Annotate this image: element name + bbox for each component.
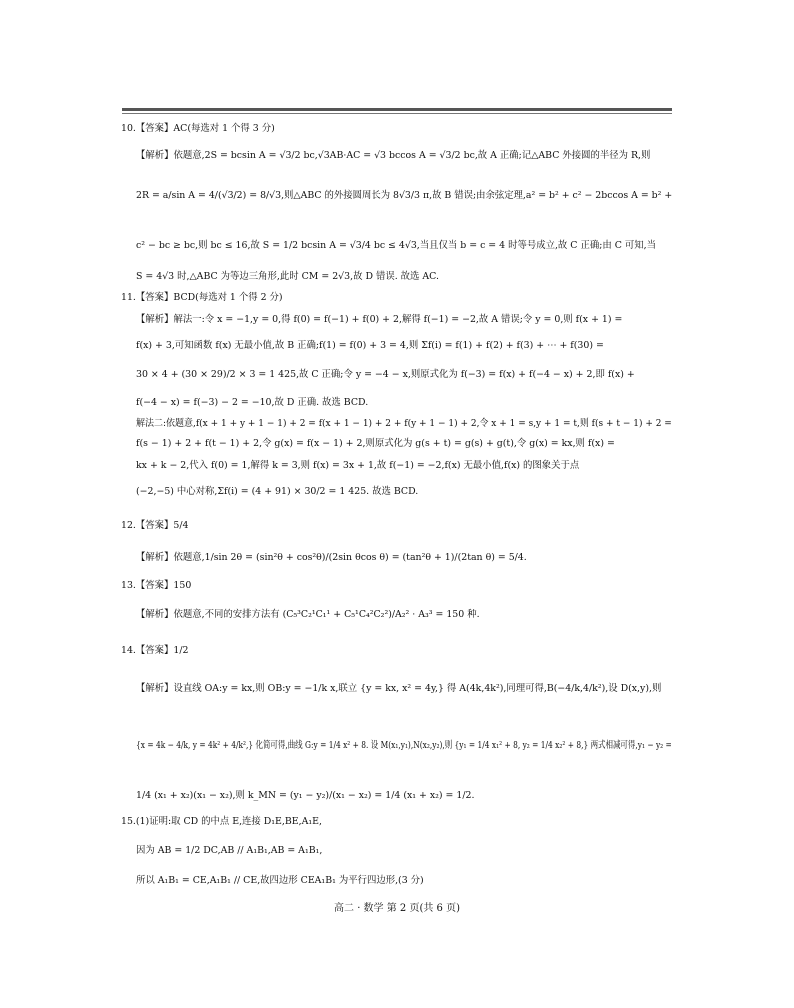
page-footer: 高二 · 数学 第 2 页(共 6 页)	[334, 903, 460, 914]
q11-analysis-line-1: 【解析】解法一:令 x = −1,y = 0,得 f(0) = f(−1) + f(0) + 2,解得 f(−1) = −2,故 A 错误;令 y = 0,则 f(x + 1) =	[136, 314, 623, 325]
q11-answer: 11.【答案】BCD(每选对 1 个得 2 分)	[121, 292, 283, 303]
q14-answer: 14.【答案】1/2	[121, 645, 189, 656]
q15-proof-line-1: 15.(1)证明:取 CD 的中点 E,连接 D₁E,BE,A₁E,	[121, 816, 322, 827]
q14-analysis-line-2: {x = 4k − 4/k, y = 4k² + 4/k²,} 化简可得,曲线 G:y = 1/4 x² + 8. 设 M(x₁,y₁),N(x₂,y₂),则 {y₁ = 1/4 x₁² + 8, y₂ = 1/4 x₂² + 8,} 两式相减可得,y₁ − y₂ =	[136, 740, 672, 751]
q12-answer: 12.【答案】5/4	[121, 520, 189, 531]
q14-analysis-line-1: 【解析】设直线 OA:y = kx,则 OB:y = −1/k x,联立 {y = kx, x² = 4y,} 得 A(4k,4k²),同理可得,B(−4/k,4/k²),设 D(x,y),则	[136, 683, 662, 694]
q10-analysis-line-1: 【解析】依题意,2S = bcsin A = √3/2 bc,√3AB·AC = √3 bccos A = √3/2 bc,故 A 正确;记△ABC 外接圆的半径为 R,则	[136, 150, 651, 161]
q12-analysis-line-1: 【解析】依题意,1/sin 2θ = (sin²θ + cos²θ)/(2sin θcos θ) = (tan²θ + 1)/(2tan θ) = 5/4.	[136, 552, 527, 563]
q10-analysis-line-4: S = 4√3 时,△ABC 为等边三角形,此时 CM = 2√3,故 D 错误. 故选 AC.	[136, 271, 439, 282]
header-rule-thin	[122, 113, 672, 114]
q11-method2-line-4: (−2,−5) 中心对称,Σf(i) = (4 + 91) × 30/2 = 1 425. 故选 BCD.	[136, 486, 419, 497]
q10-answer: 10.【答案】AC(每选对 1 个得 3 分)	[121, 123, 275, 134]
q11-method2-line-2: f(s − 1) + 2 + f(t − 1) + 2,令 g(x) = f(x − 1) + 2,则原式化为 g(s + t) = g(s) + g(t),令 g(x) = kx,则 f(x) =	[136, 438, 615, 449]
q10-analysis-line-3: c² − bc ≥ bc,则 bc ≤ 16,故 S = 1/2 bcsin A = √3/4 bc ≤ 4√3,当且仅当 b = c = 4 时等号成立,故 C 正确;由 C 可知,当	[136, 240, 656, 251]
q11-method2-line-1: 解法二:依题意,f(x + 1 + y + 1 − 1) + 2 = f(x + 1 − 1) + 2 + f(y + 1 − 1) + 2,令 x + 1 = s,y + 1 = t,则 f(s + t − 1) + 2 =	[136, 418, 672, 429]
q11-analysis-line-2: f(x) + 3,可知函数 f(x) 无最小值,故 B 正确;f(1) = f(0) + 3 = 4,则 Σf(i) = f(1) + f(2) + f(3) + ⋯ + f(30) =	[136, 340, 604, 351]
q10-analysis-line-2: 2R = a/sin A = 4/(√3/2) = 8/√3,则△ABC 的外接圆周长为 8√3/3 π,故 B 错误;由余弦定理,a² = b² + c² − 2bccos A = b² +	[136, 190, 673, 201]
q13-analysis-line-1: 【解析】依题意,不同的安排方法有 (C₅³C₂¹C₁¹ + C₅¹C₄²C₂²)/A₂² · A₃³ = 150 种.	[136, 609, 480, 620]
q11-analysis-line-4: f(−4 − x) = f(−3) − 2 = −10,故 D 正确. 故选 BCD.	[136, 397, 369, 408]
q11-analysis-line-3: 30 × 4 + (30 × 29)/2 × 3 = 1 425,故 C 正确;令 y = −4 − x,则原式化为 f(−3) = f(x) + f(−4 − x) + 2,即 f(x) +	[136, 369, 635, 380]
q11-method2-line-3: kx + k − 2,代入 f(0) = 1,解得 k = 3,则 f(x) = 3x + 1,故 f(−1) = −2,f(x) 无最小值,f(x) 的图象关于点	[136, 460, 580, 471]
header-rule-thick	[122, 108, 672, 111]
q15-proof-line-3: 所以 A₁B₁ = CE,A₁B₁ // CE,故四边形 CEA₁B₁ 为平行四边形,(3 分)	[136, 875, 424, 886]
q14-analysis-line-3: 1/4 (x₁ + x₂)(x₁ − x₂),则 k_MN = (y₁ − y₂)/(x₁ − x₂) = 1/4 (x₁ + x₂) = 1/2.	[136, 790, 475, 801]
q13-answer: 13.【答案】150	[121, 580, 192, 591]
q15-proof-line-2: 因为 AB = 1/2 DC,AB // A₁B₁,AB = A₁B₁,	[136, 845, 323, 856]
